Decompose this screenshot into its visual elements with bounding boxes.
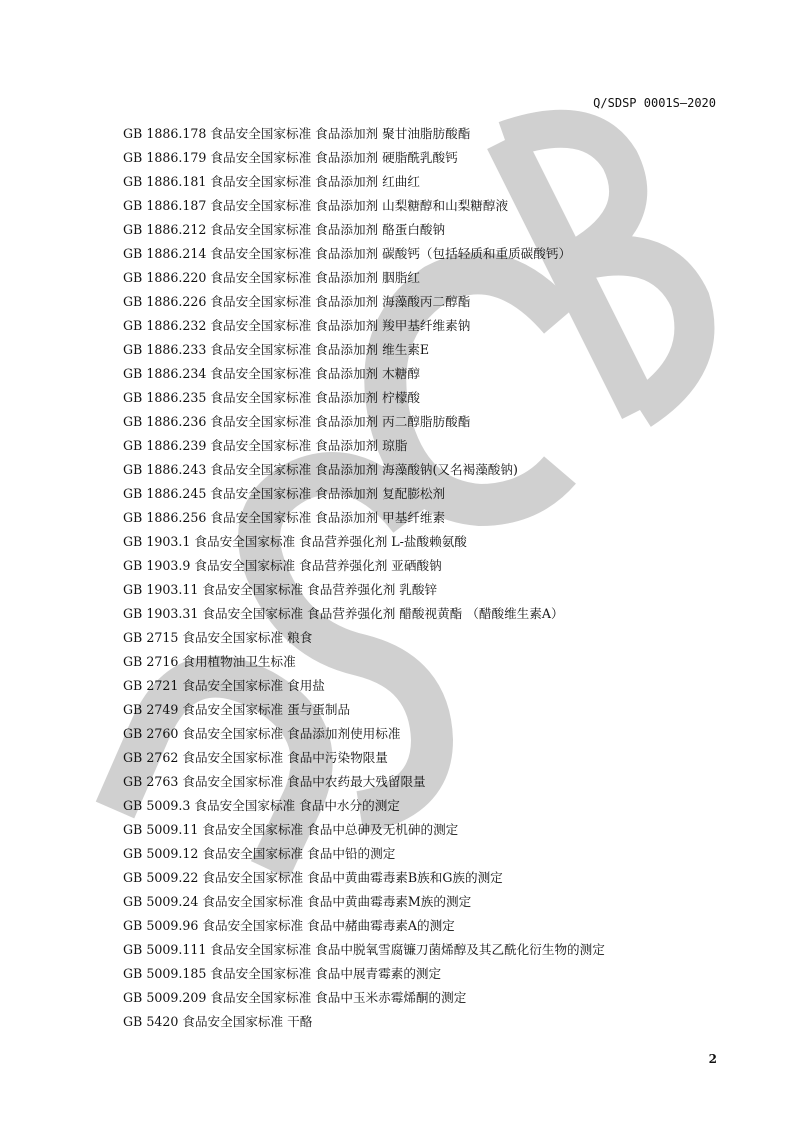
reference-item: GB 1886.245 食品安全国家标准 食品添加剂 复配膨松剂: [123, 486, 446, 501]
reference-item: GB 2721 食品安全国家标准 食用盐: [123, 678, 325, 693]
reference-item: GB 1903.9 食品安全国家标准 食品营养强化剂 亚硒酸钠: [123, 558, 442, 573]
reference-item: GB 5009.22 食品安全国家标准 食品中黄曲霉毒素B族和G族的测定: [123, 870, 503, 885]
document-code: Q/SDSP 0001S—2020: [593, 96, 716, 110]
reference-item: GB 5420 食品安全国家标准 干酪: [123, 1014, 313, 1029]
reference-item: GB 1886.256 食品安全国家标准 食品添加剂 甲基纤维素: [123, 510, 446, 525]
reference-item: GB 5009.111 食品安全国家标准 食品中脱氧雪腐镰刀菌烯醇及其乙酰化衍生物的测定: [123, 942, 605, 957]
reference-item: GB 1886.181 食品安全国家标准 食品添加剂 红曲红: [123, 174, 420, 189]
reference-item: GB 1886.187 食品安全国家标准 食品添加剂 山梨糖醇和山梨糖醇液: [123, 198, 509, 213]
reference-item: GB 1886.214 食品安全国家标准 食品添加剂 碳酸钙（包括轻质和重质碳酸钙）: [123, 246, 572, 261]
reference-item: GB 1903.11 食品安全国家标准 食品营养强化剂 乳酸锌: [123, 582, 438, 597]
reference-item: GB 1886.236 食品安全国家标准 食品添加剂 丙二醇脂肪酸酯: [123, 414, 471, 429]
reference-item: GB 1886.243 食品安全国家标准 食品添加剂 海藻酸钠(又名褐藻酸钠): [123, 462, 518, 477]
reference-item: GB 1886.212 食品安全国家标准 食品添加剂 酪蛋白酸钠: [123, 222, 446, 237]
reference-item: GB 2760 食品安全国家标准 食品添加剂使用标准: [123, 726, 401, 741]
reference-item: GB 5009.185 食品安全国家标准 食品中展青霉素的测定: [123, 966, 442, 981]
reference-item: GB 5009.12 食品安全国家标准 食品中铅的测定: [123, 846, 396, 861]
reference-item: GB 1886.220 食品安全国家标准 食品添加剂 胭脂红: [123, 270, 420, 285]
reference-item: GB 2763 食品安全国家标准 食品中农药最大残留限量: [123, 774, 426, 789]
normative-references-list: [123, 122, 605, 1034]
reference-item: GB 5009.96 食品安全国家标准 食品中赭曲霉毒素A的测定: [123, 918, 455, 933]
page-number: 2: [708, 1052, 717, 1066]
reference-item: GB 2715 食品安全国家标准 粮食: [123, 630, 313, 645]
reference-item: GB 1903.1 食品安全国家标准 食品营养强化剂 L-盐酸赖氨酸: [123, 534, 467, 549]
reference-item: GB 5009.24 食品安全国家标准 食品中黄曲霉毒素M族的测定: [123, 894, 472, 909]
reference-item: GB 1903.31 食品安全国家标准 食品营养强化剂 醋酸视黄酯 （醋酸维生素A）: [123, 606, 564, 621]
reference-item: GB 1886.179 食品安全国家标准 食品添加剂 硬脂酰乳酸钙: [123, 150, 458, 165]
reference-item: GB 1886.232 食品安全国家标准 食品添加剂 羧甲基纤维素钠: [123, 318, 471, 333]
reference-item: GB 5009.209 食品安全国家标准 食品中玉米赤霉烯酮的测定: [123, 990, 467, 1005]
reference-item: GB 1886.235 食品安全国家标准 食品添加剂 柠檬酸: [123, 390, 420, 405]
reference-item: GB 2749 食品安全国家标准 蛋与蛋制品: [123, 702, 351, 717]
reference-item: GB 2716 食用植物油卫生标准: [123, 654, 296, 669]
reference-item: GB 1886.226 食品安全国家标准 食品添加剂 海藻酸丙二醇酯: [123, 294, 471, 309]
reference-item: GB 1886.178 食品安全国家标准 食品添加剂 聚甘油脂肪酸酯: [123, 126, 471, 141]
reference-item: GB 1886.233 食品安全国家标准 食品添加剂 维生素E: [123, 342, 430, 357]
reference-item: GB 5009.11 食品安全国家标准 食品中总砷及无机砷的测定: [123, 822, 459, 837]
reference-item: GB 1886.234 食品安全国家标准 食品添加剂 木糖醇: [123, 366, 420, 381]
reference-item: GB 1886.239 食品安全国家标准 食品添加剂 琼脂: [123, 438, 408, 453]
reference-item: GB 5009.3 食品安全国家标准 食品中水分的测定: [123, 798, 400, 813]
reference-item: GB 2762 食品安全国家标准 食品中污染物限量: [123, 750, 388, 765]
